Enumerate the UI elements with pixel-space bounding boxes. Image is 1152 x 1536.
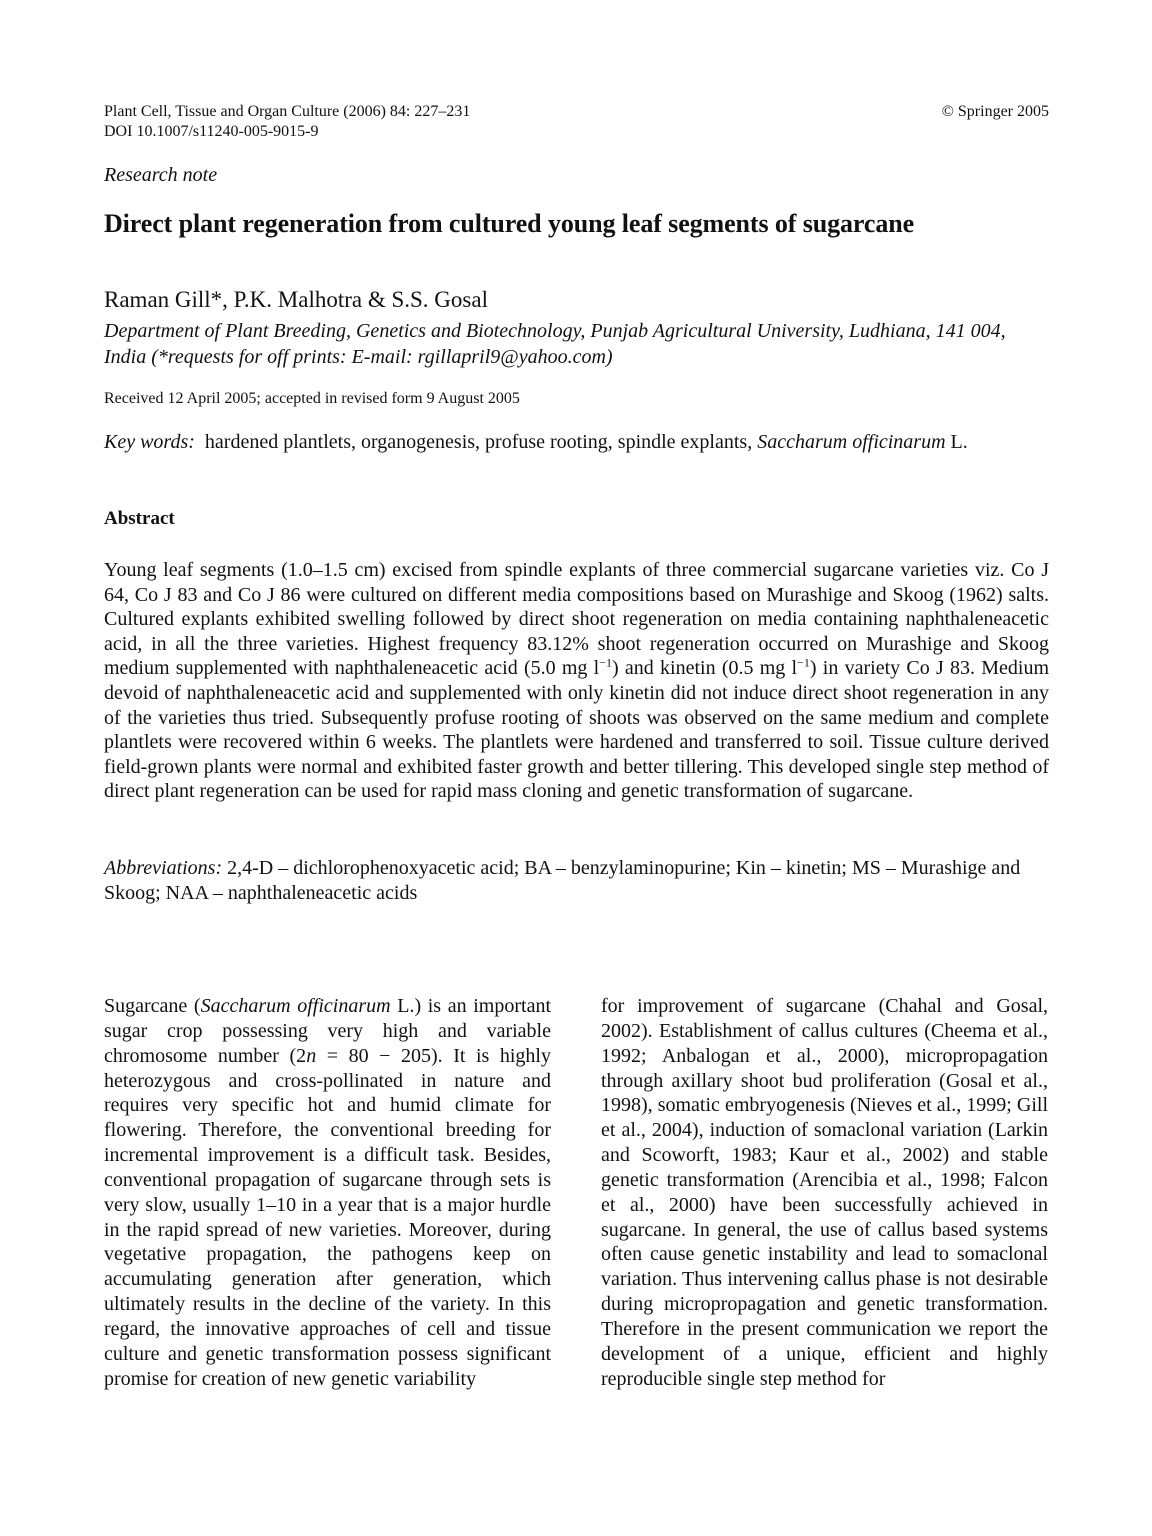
abbreviations [104,856,1049,905]
species-name: Saccharum officinarum [200,995,391,1017]
journal-citation [104,102,470,142]
keywords-suffix: L. [950,431,968,453]
abbreviations-text: 2,4-D – dichlorophenoxyacetic acid; BA – benzylaminopurine; Kin – kinetin; MS – Murashige and Skoog; NAA – naphthaleneacetic acids [104,857,1021,904]
abstract-heading: Abstract [104,508,175,529]
journal-line: Plant Cell, Tissue and Organ Culture (2006) 84: 227–231 [104,103,471,120]
article-title: Direct plant regeneration from cultured young leaf segments of sugarcane [104,209,915,238]
body-text: L.) is an important sugar crop possessing very high and variable chromosome number (2 [104,995,552,1067]
keywords-terms: hardened plantlets, organogenesis, profuse rooting, spindle explants, [204,431,753,453]
keywords [104,431,968,454]
body-column-left [104,994,551,1392]
article-type: Research note [104,164,218,186]
keywords-label: Key words: [104,431,195,453]
superscript: −1 [797,655,810,670]
abbreviations-label: Abbreviations: [104,857,223,879]
body-text: = 80 − 205). It is highly heterozygous and cross-pollinated in nature and requires very specific hot and humid climate for flowering. Therefore, the conventional breeding for incremental improvement is a difficult task. Besides, conventional propagation of sugarcane through sets is very slow, usually 1–10 in a year that is a major hurdle in the rapid spread of new varieties. Moreover, during vegetative propagation, the pathogens keep on accumulating generation after generation, which ultimately results in the decline of the variety. In this regard, the innovative approaches of cell and tissue culture and genetic transformation possess significant promise for creation of new genetic variability [104,1044,551,1390]
variable-n: n [306,1044,317,1067]
abstract-part: Young leaf segments (1.0–1.5 cm) excised from spindle explants of three commercial sugarcane varieties viz. Co J 64, Co J 83 and Co J 86 were cultured on different media compositions based on Murashige and Skoog (1962) salts. Cultured explants exhibited swelling followed by direct shoot regeneration on media containing naphthaleneacetic acid, in all the three varieties. Highest frequency 83.12% shoot regeneration occurred on Murashige and Skoog medium supplemented with naphthaleneacetic acid (5.0 mg l [104,559,1049,680]
copyright-notice: © Springer 2005 [941,103,1049,120]
abstract-text [104,558,1049,804]
superscript: −1 [599,655,613,670]
keywords-species: Saccharum officinarum [757,431,946,453]
body-column-right: for improvement of sugarcane (Chahal and Gosal, 2002). Establishment of callus cultures (Cheema et al., 1992; Anbalogan et al., 2000), micropropagation through axillary shoot bud proliferation (Gosal et al., 1998), somatic embryogenesis (Nieves et al., 1999; Gill et al., 2004), induction of somaclonal variation (Larkin and Scoworft, 1983; Kaur et al., 2002) and stable genetic transformation (Arencibia et al., 1998; Falcon et al., 2000) have been successfully achieved in sugarcane. In general, the use of callus based systems often cause genetic instability and lead to somaclonal variation. Thus intervening callus phase is not desirable during micropropagation and genetic transformation. Therefore in the present communication we report the development of a unique, efficient and highly reproducible single step method for [601,995,1048,1390]
abstract-part: ) and kinetin (0.5 mg l [612,657,798,680]
abstract-part: ) in variety Co J 83. Medium devoid of naphthaleneacetic acid and supplemented with only kinetin did not induce direct shoot regeneration in any of the varieties thus tried. Subsequently profuse rooting of shoots was observed on the same medium and complete plantlets were recovered within 6 weeks. The plantlets were hardened and transferred to soil. Tissue culture derived field-grown plants were normal and exhibited faster growth and better tillering. This developed single step method of direct plant regeneration can be used for rapid mass cloning and genetic transformation of sugarcane. [104,657,1050,803]
body-text: Sugarcane ( [104,995,201,1017]
doi-line: DOI 10.1007/s11240-005-9015-9 [104,123,319,140]
author-list: Raman Gill*, P.K. Malhotra & S.S. Gosal [104,287,488,312]
affiliation: Department of Plant Breeding, Genetics and Biotechnology, Punjab Agricultural University, Ludhiana, 141 004, India (*requests for off prints: E-mail: rgillapril9@yahoo.com) [104,320,1006,368]
received-dates: Received 12 April 2005; accepted in revised form 9 August 2005 [104,390,520,407]
